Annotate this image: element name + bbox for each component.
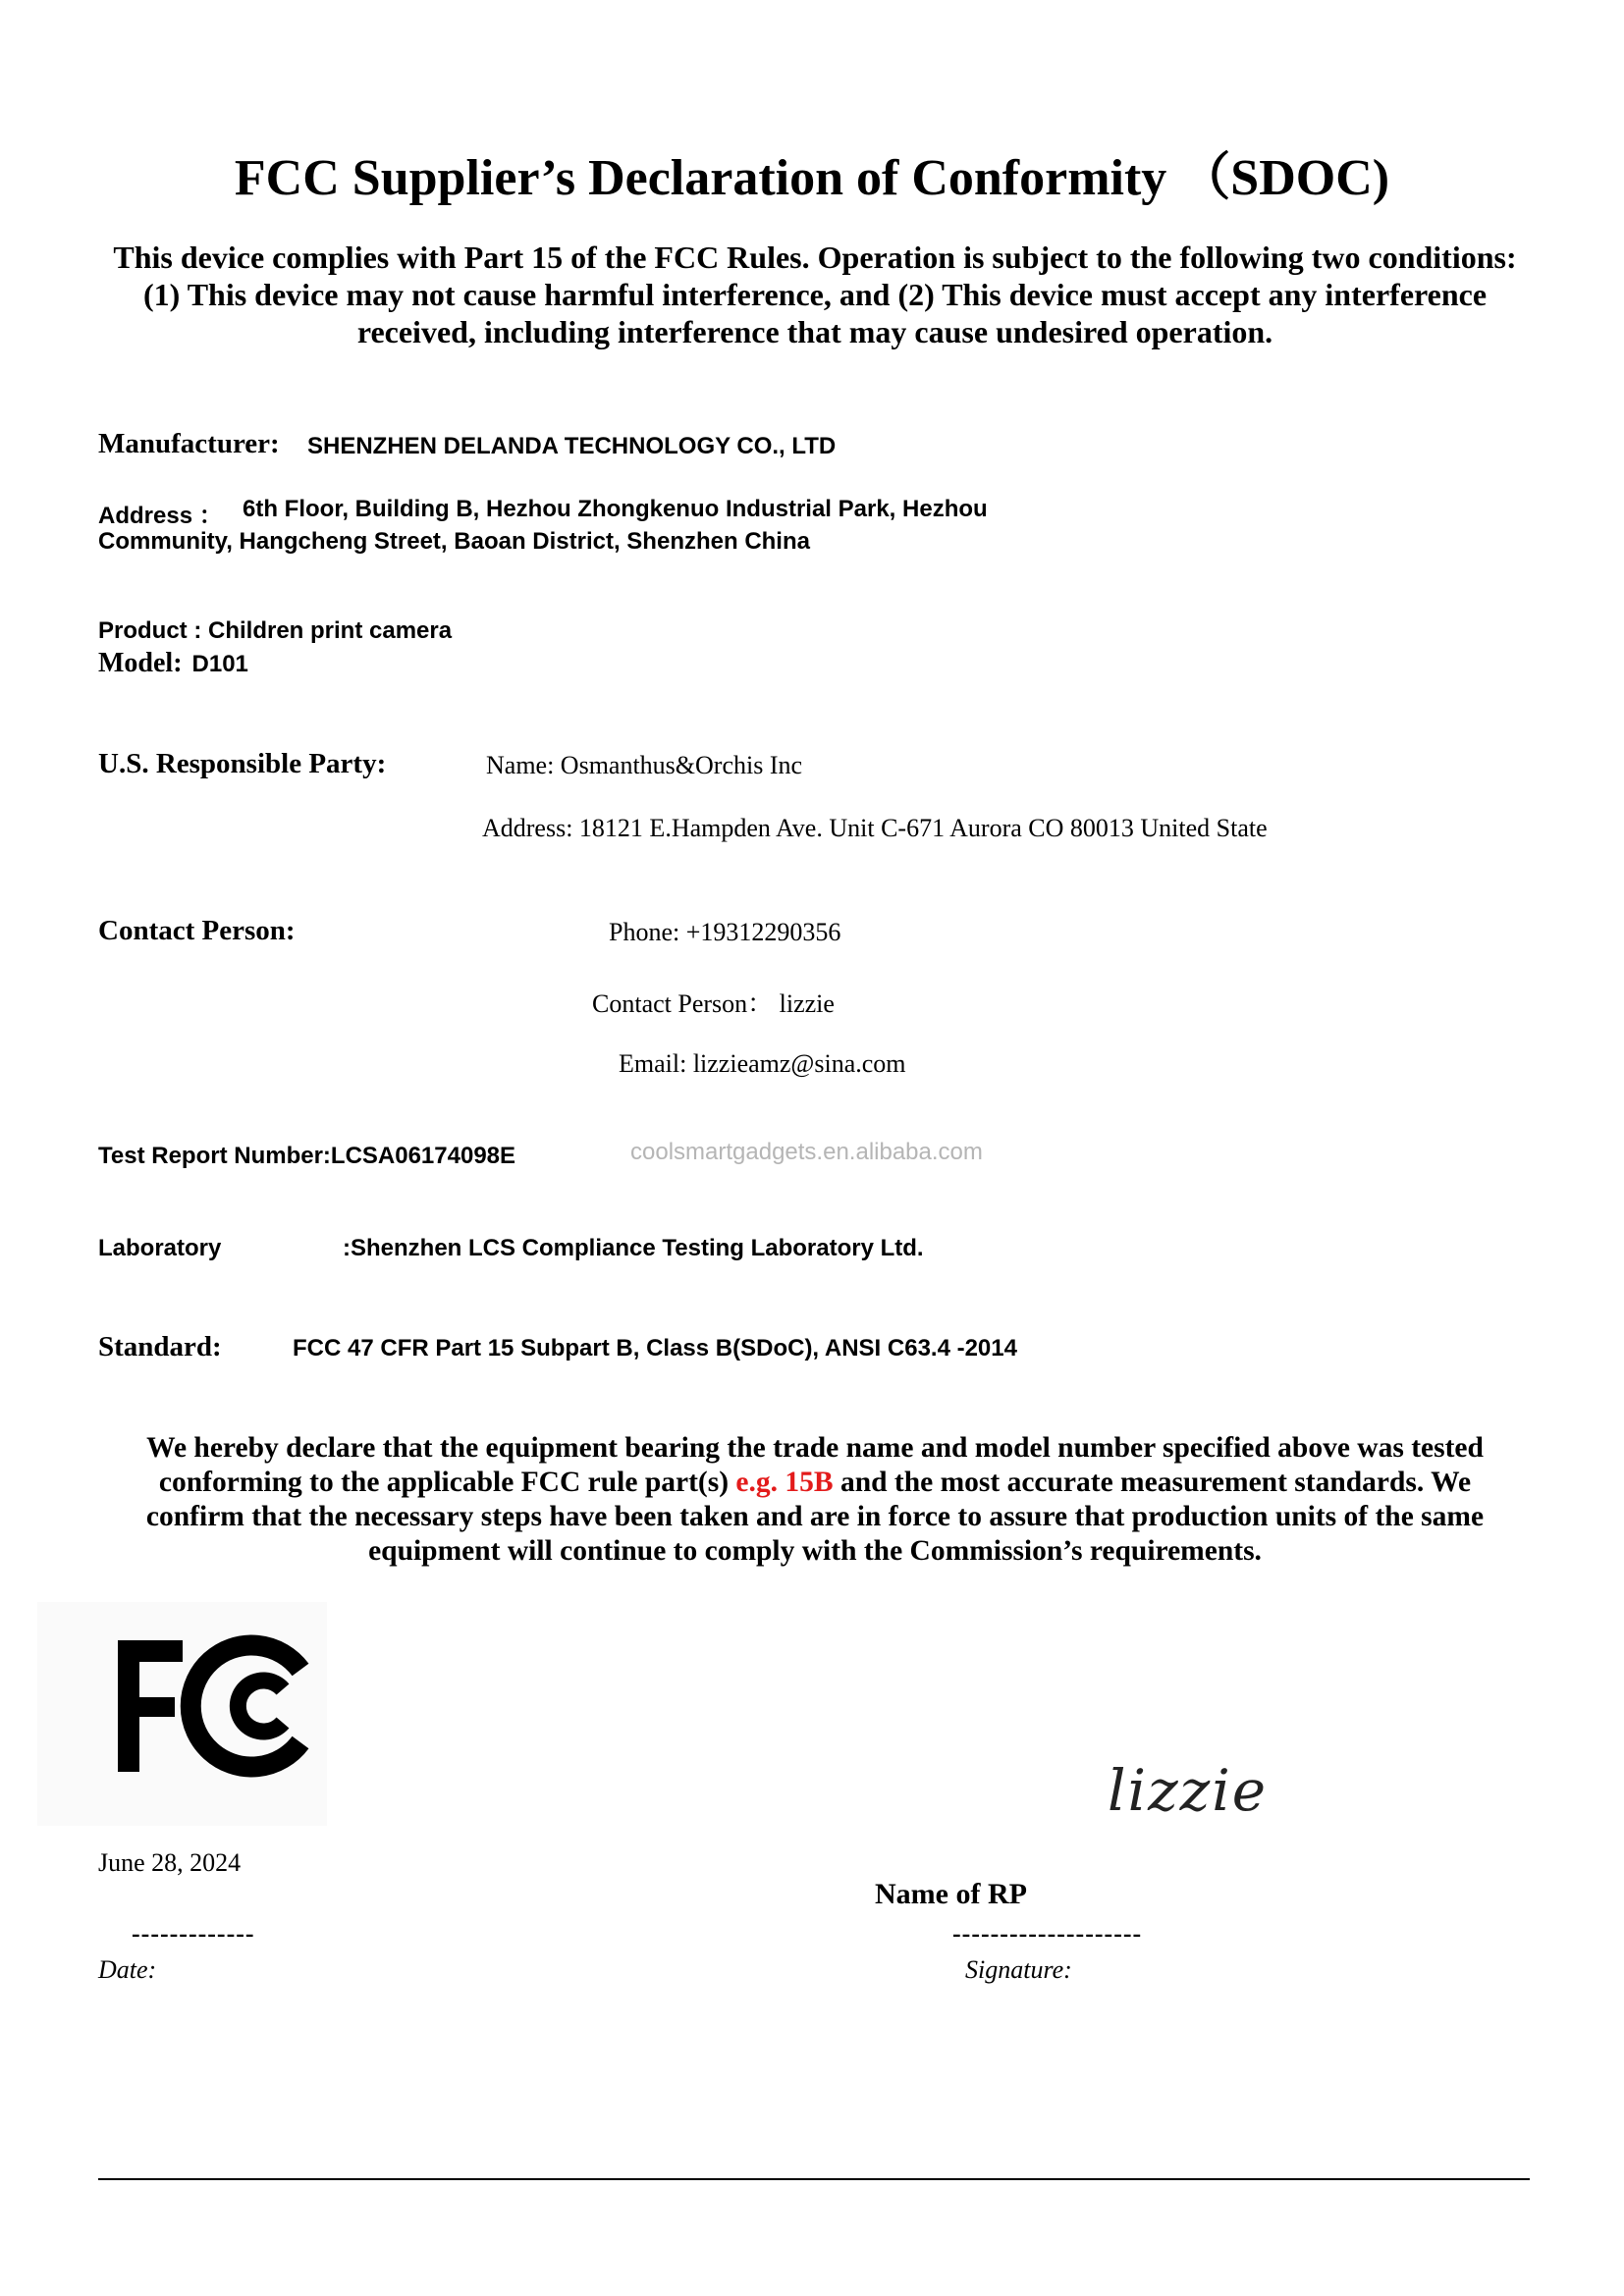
date-value: June 28, 2024	[98, 1848, 242, 1877]
responsible-party-address: Address: 18121 E.Hampden Ave. Unit C-671 Aurora CO 80013 United State	[482, 814, 1268, 842]
laboratory-label: Laboratory	[98, 1235, 222, 1261]
product-row	[98, 617, 452, 645]
contact-phone: Phone: +19312290356	[609, 918, 841, 946]
contact-label: Contact Person:	[98, 915, 296, 946]
declaration-paragraph	[108, 1431, 1522, 1569]
signature-label: Signature:	[965, 1955, 1072, 1984]
document-title: FCC Supplier’s Declaration of Conformity （SDOC)	[234, 150, 1390, 206]
address-label: Address ：	[98, 503, 223, 529]
declaration-part-2: and the most accurate measurement standards. We confirm that the necessary steps have been taken and are in force to assure that production units of the same equipment will continue to comply with the Commission’s requirements.	[145, 1467, 1485, 1567]
responsible-party-label: U.S. Responsible Party:	[98, 748, 387, 779]
address-line-1: 6th Floor, Building B, Hezhou Zhongkenuo Industrial Park, Hezhou	[243, 496, 988, 522]
date-dashes: -------------	[132, 1919, 255, 1948]
date-label: Date:	[98, 1955, 157, 1984]
product-value: Children print camera	[208, 617, 453, 644]
fcc-logo	[116, 1632, 312, 1780]
model-value: D101	[191, 651, 248, 677]
standard-value: FCC 47 CFR Part 15 Subpart B, Class B(SDoC), ANSI C63.4 -2014	[293, 1335, 1017, 1362]
contact-person: Contact Person： lizzie	[592, 989, 835, 1018]
address-line-2: Community, Hangcheng Street, Baoan District, Shenzhen China	[98, 528, 810, 555]
test-report-number: Test Report Number:LCSA06174098E	[98, 1143, 516, 1169]
name-of-rp: Name of RP	[875, 1878, 1027, 1910]
model-row	[98, 648, 248, 679]
intro-paragraph: This device complies with Part 15 of the FCC Rules. Operation is subject to the following two conditions: (1) This device may not cause harmful interference, and (2) This device must accept any interference received, including interference that may cause undesired operation.	[113, 240, 1517, 349]
manufacturer-label: Manufacturer:	[98, 428, 280, 459]
signature-dashes: --------------------	[952, 1919, 1143, 1948]
laboratory-value: :Shenzhen LCS Compliance Testing Laboratory Ltd.	[343, 1235, 924, 1261]
standard-label: Standard:	[98, 1331, 222, 1362]
contact-email: Email: lizzieamz@sina.com	[619, 1049, 906, 1078]
declaration-part-1: We hereby declare that the equipment bearing the trade name and model number specified above was tested conforming to the applicable FCC rule part(s)	[146, 1432, 1484, 1498]
signature-handwriting: lizzie	[1108, 1757, 1269, 1824]
model-label: Model:	[98, 648, 183, 678]
watermark-text: coolsmartgadgets.en.alibaba.com	[630, 1139, 983, 1165]
responsible-party-name: Name: Osmanthus&Orchis Inc	[486, 751, 803, 779]
product-label: Product :	[98, 617, 208, 644]
manufacturer-value: SHENZHEN DELANDA TECHNOLOGY CO., LTD	[307, 433, 837, 459]
footer-divider	[98, 2178, 1530, 2180]
declaration-highlight: e.g. 15B	[735, 1467, 834, 1498]
